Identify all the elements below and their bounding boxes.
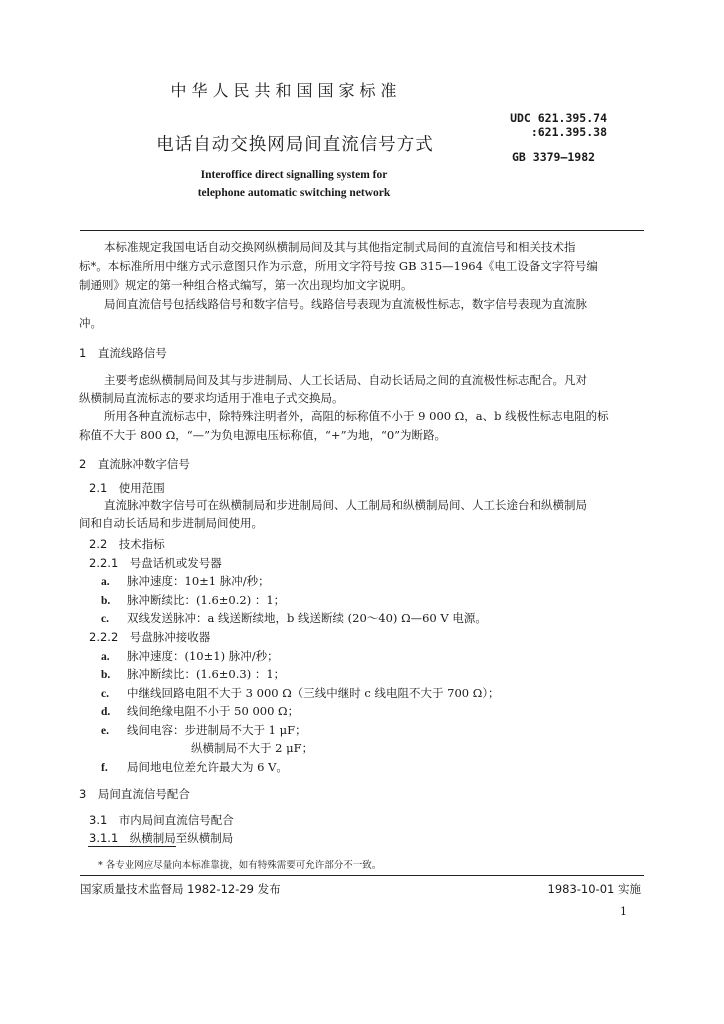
list-marker: f. (101, 762, 108, 774)
intro-line-3: 制通则》规定的第一种组合格式编写，第一次出现均加文字说明。 (79, 278, 413, 292)
list-item (101, 666, 285, 682)
section-1-heading: 1 直流线路信号 (79, 346, 167, 360)
list-item (101, 573, 270, 589)
list-marker: b. (101, 669, 111, 681)
section-2-heading: 2 直流脉冲数字信号 (79, 457, 190, 471)
list-item (101, 722, 307, 738)
udc-line-1: UDC 621.395.74 (510, 111, 607, 125)
list-item (101, 703, 299, 719)
intro-line-5: 冲。 (79, 316, 102, 330)
list-item (101, 685, 500, 701)
list-item (101, 759, 288, 775)
header-divider (80, 230, 644, 231)
list-text: 脉冲速度：(10±1) 脉冲/秒； (127, 649, 279, 663)
section-2-2-2-heading: 2.2.2 号盘脉冲接收器 (89, 630, 211, 644)
section-3-1-1-heading: 3.1.1 纵横制局至纵横制局 (89, 831, 234, 845)
section-2-2-heading: 2.2 技术指标 (89, 537, 165, 551)
list-text: 脉冲断续比：(1.6±0.3) ：1； (127, 667, 286, 681)
footer-divider (80, 875, 644, 876)
list-marker: d. (101, 706, 111, 718)
gb-number: GB 3379—1982 (512, 150, 596, 164)
section-1-line-4: 称值不大于 800 Ω，“—”为负电源电压标称值，“+”为地，“0”为断路。 (79, 428, 447, 442)
list-text: 线间绝缘电阻不小于 50 000 Ω； (127, 704, 300, 718)
section-2-1-line-1: 直流脉冲数字信号可在纵横制局和步进制局间、人工制局和纵横制局间、人工长途台和纵横制局 (104, 498, 587, 512)
list-text: 脉冲断续比：(1.6±0.2) ：1； (127, 593, 286, 607)
footnote: * 各专业网应尽量向本标准靠拢，如有特殊需要可允许部分不一致。 (98, 860, 382, 871)
list-text: 双线发送脉冲：a 线送断续地，b 线送断续 (20～40) Ω—60 V 电源。 (127, 611, 487, 625)
list-marker: e. (101, 725, 109, 737)
list-marker: a. (101, 576, 110, 588)
footnote-divider (88, 846, 176, 847)
effective-date: 1983-10-01 实施 (547, 882, 641, 896)
section-3-1-heading: 3.1 市内局间直流信号配合 (89, 813, 234, 827)
list-text: 中继线回路电阻不大于 3 000 Ω（三线中继时 c 线电阻不大于 700 Ω）； (127, 686, 500, 700)
list-marker: a. (101, 651, 110, 663)
intro-line-4: 局间直流信号包括线路信号和数字信号。线路信号表现为直流极性标志，数字信号表现为直流脉 (104, 297, 587, 311)
udc-line-2: :621.395.38 (530, 125, 607, 139)
page-number: 1 (620, 905, 627, 918)
list-text: 局间地电位差允许最大为 6 V。 (127, 760, 288, 774)
list-marker: b. (101, 595, 111, 607)
section-2-1-line-2: 间和自动长话局和步进制局间使用。 (79, 516, 263, 530)
section-2-2-1-heading: 2.2.1 号盘话机或发号器 (89, 556, 222, 570)
list-text: 线间电容：步进制局不大于 1 μF； (127, 723, 307, 737)
section-3-heading: 3 局间直流信号配合 (79, 787, 190, 801)
list-item (101, 610, 487, 626)
intro-line-1: 本标准规定我国电话自动交换网纵横制局间及其与其他指定制式局间的直流信号和相关技术指 (104, 240, 576, 254)
english-title-line-1: Interoffice direct signalling system for (200, 169, 388, 181)
section-1-line-3: 所用各种直流标志中，除特殊注明者外，高阻的标称值不小于 9 000 Ω，a、b 线极性标志电阻的标 (104, 409, 609, 423)
section-2-1-heading: 2.1 使用范围 (89, 481, 165, 495)
document-title: 电话自动交换网局间直流信号方式 (156, 135, 434, 155)
standard-title: 中华人民共和国国家标准 (170, 81, 402, 100)
section-1-line-2: 纵横制局直流标志的要求均适用于准电子式交换局。 (79, 391, 344, 405)
intro-line-2: 标*。本标准所用中继方式示意图只作为示意，所用文字符号按 GB 315—1964《电工设备文字符号编 (79, 259, 598, 273)
list-item (101, 648, 279, 664)
list-marker: c. (101, 613, 109, 625)
list-text: 脉冲速度：10±1 脉冲/秒； (127, 574, 270, 588)
list-item (101, 592, 285, 608)
list-marker: c. (101, 688, 109, 700)
english-title-line-2: telephone automatic switching network (197, 187, 391, 199)
issuer-line: 国家质量技术监督局 1982-12-29 发布 (80, 882, 281, 896)
list-item-continuation: 纵横制局不大于 2 μF； (191, 741, 314, 755)
section-1-line-1: 主要考虑纵横制局间及其与步进制局、人工长话局、自动长话局之间的直流极性标志配合。凡对 (104, 373, 587, 387)
